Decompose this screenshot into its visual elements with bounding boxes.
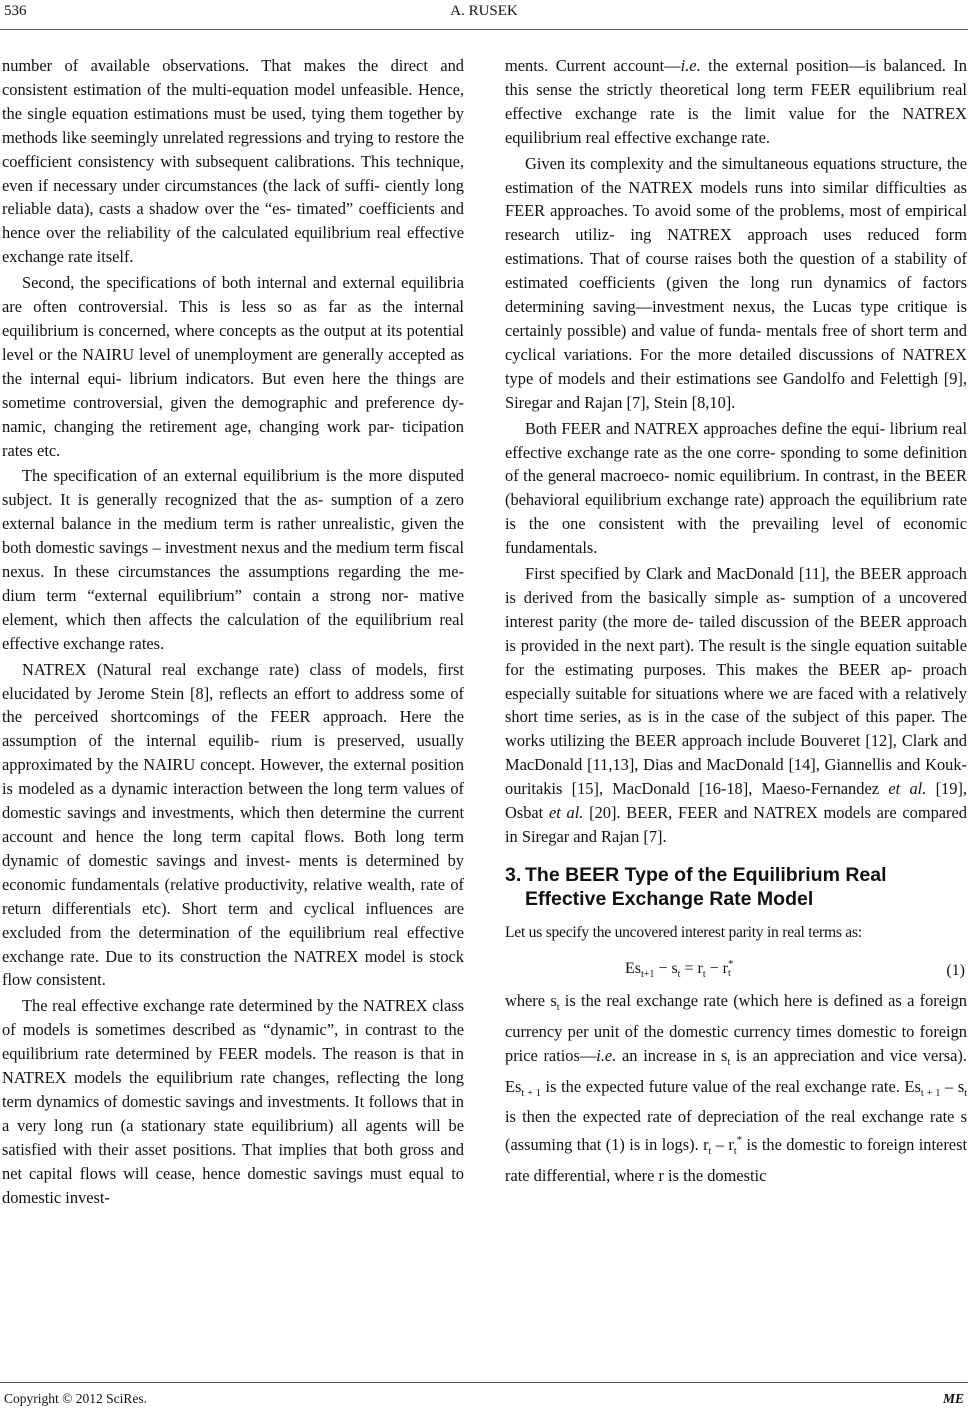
paragraph: Let us specify the uncovered interest parity in real terms as: [505,923,862,941]
section-number: 3. [505,863,522,886]
equation-body: $Es_{t+1} - s_t = r_t - r$ * t [625,957,734,980]
paragraph: Both FEER and NATREX approaches define the equi- librium real effective exchange rate as the one corre- sponding to some definition of the general macroeco- nomic equilibrium. In contrast, in the BEER (behavioral equilibrium exchange rate) approach the equilibrium rate is the one consistent with the prevailing level of economic fundamentals. [505,418,967,558]
left-column [2,54,464,1210]
section-title-line1: The BEER Type of the Equilibrium Real [525,863,887,886]
page-footer [0,1391,968,1411]
header-rule [0,29,968,30]
paragraph: number of available observations. That makes the direct and consistent estimation of the multi-equation model unfeasible. Hence, the single equation estimations must be used, tying them together by methods like seemingly unrelated regressions and trying to restore the coefficient consistency with subsequent calibrations. This technique, even if necessary under circumstances (the lack of suffi- ciently long reliable data), casts a shadow over the “es- timated” coefficients and hence over the reliability of the calculated equilibrium real effective exchange rate itself. [2,56,464,267]
paragraph: Given its complexity and the simultaneous equations structure, the estimation of the NATREX models runs into similar difficulties as FEER approaches. To avoid some of the problems, most of empirical research utiliz- ing NATREX approach uses reduced form estimations. That of course raises both the question of a stability of estimated coefficients (given the long run dynamics of factors determining saving—investment nexus, the Lucas type critique is certainly possible) and value of funda- mentals free of short term and cyclical variations. For the more detailed discussions of NATREX type of models and their estimations see Gandolfo and Felettigh [9], Siregar and Rajan [7], Stein [8,10]. [505,153,967,412]
section-heading [505,863,967,911]
paragraph: ments. Current account—i.e. the external position—is balanced. In this sense the strictly theoretical long term FEER equilibrium real effective exchange rate is the limit value for the NATREX equilibrium real effective exchange rate. [505,56,967,147]
equation-number: (1) [946,961,965,979]
right-column [505,54,967,1188]
paragraph: Second, the specifications of both internal and external equilibria are often controversial. This is less so as far as the internal equilibrium is concerned, where concepts as the output at its potential level or the NAIRU level of unemployment are generally accepted as the internal equi- librium indicators. But even here the things are sometime controversial, given the demographic and preference dy- namic, changing the retirement age, changing work par- ticipation rates etc. [2,273,464,460]
section-title-line2: Effective Exchange Rate Model [525,887,814,910]
copyright-notice: Copyright © 2012 SciRes. [4,1391,148,1406]
equation-1 [505,951,967,985]
paragraph: The specification of an external equilibrium is the more disputed subject. It is generally recognized that the as- sumption of a zero external balance in the medium term is rather unrealistic, given the both domestic savings – investment nexus and the medium term fiscal nexus. In these circumstances the assumptions regarding the me- dium term “external equilibrium” contain a strong nor- mative element, which then affects the calculation of the equilibrium real effective exchange rates. [2,466,464,653]
paragraph: where $s_t$ is the real exchange rate (which here is defined as a foreign currency per unit of the domestic currency times domestic to foreign price ratios—i.e. an increase in $s_t$ is an appreciation and vice versa). $Es_{t + 1}$ is the expected future value of the real exchange rate. $Es_{t + 1} - s_t$ is then the expected rate of depreciation of the real exchange rate s (assuming that (1) is in logs). $r_t - r_t^*$ is the domestic to foreign interest rate differential, where r is the domestic [505,990,967,1186]
footer-rule [0,1382,968,1383]
running-title: A. RUSEK [450,3,518,19]
paragraph: First specified by Clark and MacDonald [11], the BEER approach is derived from the basically simple as- sumption of a uncovered interest parity (the more de- tailed discussion of the BEER approach is provided in the next part). The result is the single equation suitable for the estimating purposes. This makes the BEER ap- proach especially suitable for situations where we are faced with a relatively short time series, as is in the case of the subject of this paper. The works utilizing the BEER approach include Bouveret [12], Clark and MacDonald [11,13], Dias and MacDonald [14], Giannellis and Kouk- ouritakis [15], MacDonald [16-18], Maeso-Fernandez et al. [19], Osbat et al. [20]. BEER, FEER and NATREX models are compared in Siregar and Rajan [7]. [505,564,968,846]
paragraph: The real effective exchange rate determined by the NATREX class of models is sometimes described as “dynamic”, in contrast to the equilibrium rate determined by FEER models. The reason is that in NATREX models the equilibrium rate changes, reflecting the long term dynamics of domestic savings and investments. It follows that in a very long run (a stationary state equilibrium) all agents will be satisfied with their asset positions. That implies that both gross and net capital flows will cease, hence domestic savings must equal to domestic invest- [2,996,464,1207]
paragraph: NATREX (Natural real exchange rate) class of models, first elucidated by Jerome Stein [8], reflects an effort to address some of the perceived shortcomings of the FEER approach. Here the assumption of the internal equilib- rium is preserved, usually approximated by the NAIRU concept. However, the external position is modeled as a dynamic interaction between the long term values of domestic savings and investments, which then determine the current account and hence the long term capital flows. Both long term dynamic of domestic savings and invest- ments is determined by economic fundamentals (relative productivity, relative wealth, rate of return differentials etc). Short term and cyclical influences are excluded from the determination of the equilibrium real effective exchange rate. Due to its construction the NATREX model is stock flow consistent. [2,659,464,990]
journal-abbrev: ME [942,1391,964,1406]
page-number: 536 [4,3,27,19]
page-header [0,3,968,27]
